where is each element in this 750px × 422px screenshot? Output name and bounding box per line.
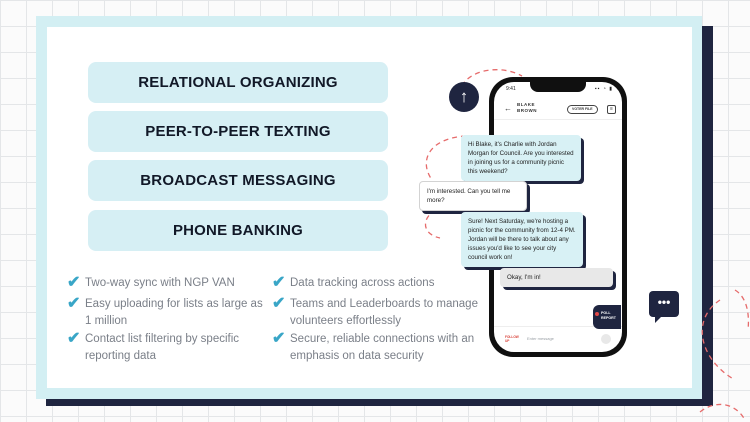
message-input[interactable]: Enter message — [527, 336, 554, 341]
arrow-up-icon: ↑ — [459, 87, 469, 106]
dashed-arc-bottom-right — [700, 404, 745, 420]
chat-bubble-icon: ••• — [657, 295, 671, 309]
status-icons: ▪▪ ◔ ▮ — [594, 86, 613, 92]
service-pill-phone-banking: PHONE BANKING — [88, 210, 388, 251]
voter-file-label: VOTER FILE — [572, 107, 593, 111]
send-button[interactable] — [601, 334, 611, 344]
menu-icon[interactable]: ≡ — [607, 105, 616, 114]
feature-text: Secure, reliable connections with an emphasis on data security — [290, 333, 475, 362]
message-bubble-outgoing: Sure! Next Saturday, we're hosting a picnic for the community from 12-4 PM. Jordan will be there to talk about any issues you'd like to see your city council work on! — [461, 212, 583, 267]
service-pill-broadcast-messaging: BROADCAST MESSAGING — [88, 160, 388, 201]
feature-text: Easy uploading for lists as large as 1 million — [85, 298, 263, 327]
check-icon: ✔ — [67, 330, 81, 347]
feature-item — [67, 331, 267, 364]
voter-file-button[interactable] — [567, 105, 598, 114]
status-time: 9:41 — [506, 86, 516, 92]
conversation-header — [494, 98, 622, 120]
follow-up-label[interactable]: FOLLOW UP — [505, 335, 519, 343]
upload-button[interactable] — [449, 82, 479, 112]
feature-text: Two-way sync with NGP VAN — [85, 277, 235, 289]
feature-item — [272, 275, 487, 292]
check-icon: ✔ — [272, 330, 286, 347]
feature-text: Contact list filtering by specific reporting data — [85, 333, 240, 362]
feature-item — [272, 331, 487, 364]
feature-text: Data tracking across actions — [290, 277, 435, 289]
message-composer — [494, 326, 622, 352]
phone-notch — [530, 82, 586, 92]
poll-report-label: POLL REPORT — [601, 311, 616, 320]
back-arrow-icon[interactable]: ← — [504, 104, 512, 113]
feature-item — [67, 296, 267, 329]
feature-item — [67, 275, 267, 292]
record-dot-icon — [595, 312, 599, 316]
check-icon: ✔ — [272, 295, 286, 312]
service-pill-relational-organizing: RELATIONAL ORGANIZING — [88, 62, 388, 103]
message-bubble-incoming: Okay, I'm in! — [500, 268, 613, 287]
dashed-arc-right-top — [735, 290, 748, 330]
feature-text: Teams and Leaderboards to manage volunteers effortlessly — [290, 298, 478, 327]
contact-name: BLAKE BROWN — [517, 102, 537, 113]
message-bubble-incoming: I'm interested. Can you tell me more? — [419, 181, 527, 211]
message-bubble-outgoing: Hi Blake, it's Charlie with Jordan Morgan for Council. Are you interested in joining us for a community picnic this weekend? — [461, 135, 581, 181]
poll-report-button[interactable] — [593, 305, 621, 329]
feature-item — [272, 296, 487, 329]
service-pill-peer-to-peer-texting: PEER-TO-PEER TEXTING — [88, 111, 388, 152]
check-icon: ✔ — [67, 274, 81, 291]
check-icon: ✔ — [272, 274, 286, 291]
check-icon: ✔ — [67, 295, 81, 312]
chat-button[interactable] — [649, 291, 679, 317]
